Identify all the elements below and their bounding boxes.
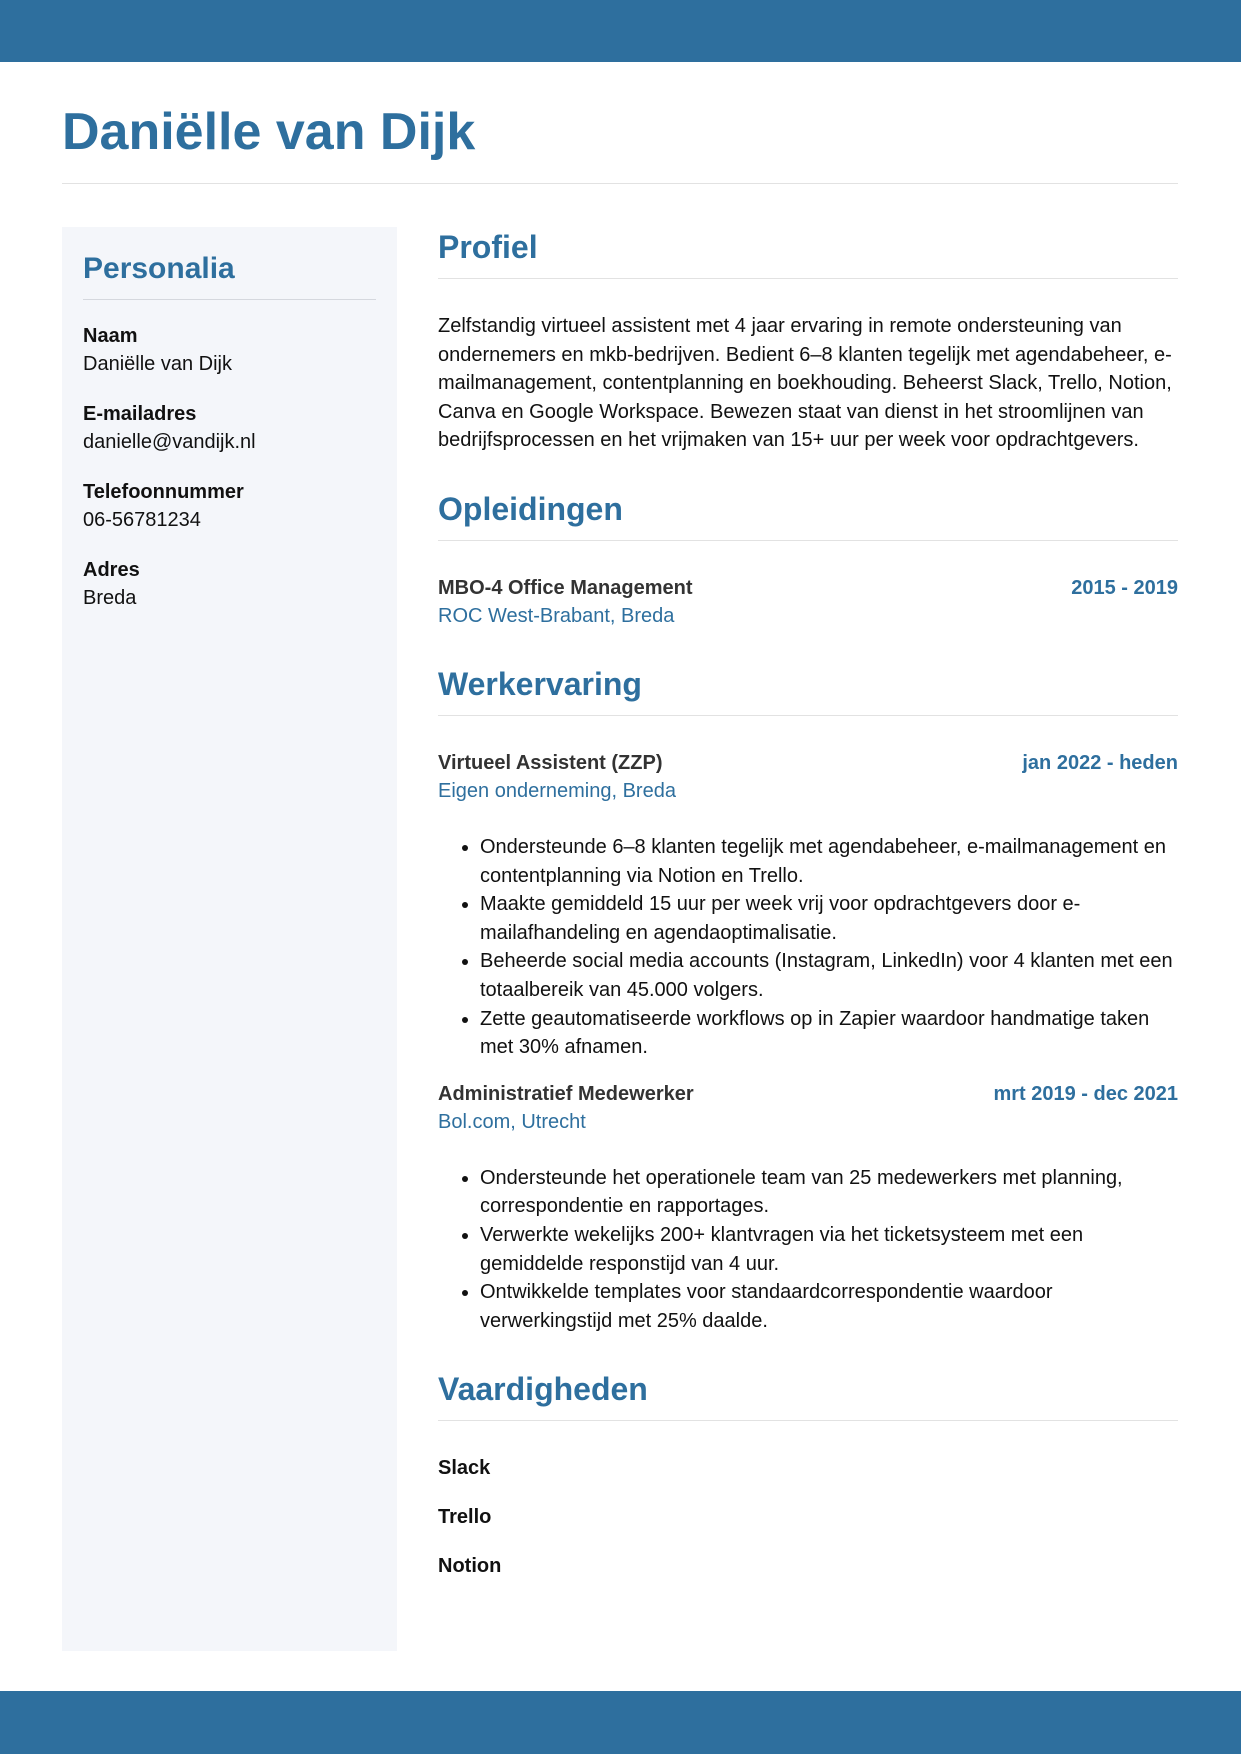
profile-text: Zelfstandig virtueel assistent met 4 jaar ervaring in remote ondersteuning van ondernemers en mkb-bedrijven. Bedient 6–8 klanten tegelijk met agendabeheer, e-mailmanagement, contentplanning en boekhouding. Beheerst Slack, Trello, Notion, Canva en Google Workspace. Bewezen staat van dienst in het stroomlijnen van bedrijfsprocessen en het vrijmaken van 15+ uur per week voor opdrachtgevers. xyxy=(438,315,1172,452)
section-title: Profiel xyxy=(438,229,538,265)
experience-entry xyxy=(438,749,1178,1062)
field-label: Naam xyxy=(83,325,138,347)
field-label: E-mailadres xyxy=(83,403,197,425)
list-item: • Ondersteunde het operationele team van 25 medewerkers met planning, correspondentie en rapportages. xyxy=(480,1164,1178,1221)
section-divider xyxy=(438,540,1178,541)
achievement-list xyxy=(438,1164,1178,1336)
list-item: • Verwerkte wekelijks 200+ klantvragen via het ticketsysteem met een gemiddelde responstijd van 4 uur. xyxy=(480,1221,1178,1278)
experience-section xyxy=(438,664,1178,1335)
section-title: Werkervaring xyxy=(438,665,642,702)
section-title: Vaardigheden xyxy=(438,1371,648,1408)
sidebar-title: Personalia xyxy=(83,252,235,285)
field-address xyxy=(83,556,376,612)
field-label: Telefoonnummer xyxy=(83,481,244,503)
list-item: • Zette geautomatiseerde workflows op in Zapier waardoor handmatige taken met 30% afnamen. xyxy=(480,1005,1178,1062)
field-value: 06-56781234 xyxy=(83,509,201,531)
experience-entry xyxy=(438,1080,1178,1336)
section-divider xyxy=(438,715,1178,716)
entry-organization: ROC West-Brabant, Breda xyxy=(438,604,675,627)
personal-details-sidebar xyxy=(62,227,397,1651)
top-banner xyxy=(0,0,1241,62)
profile-section xyxy=(438,227,1178,455)
skill-item: Slack xyxy=(438,1457,491,1480)
entry-header xyxy=(438,574,1178,602)
skills-section xyxy=(438,1369,1178,1580)
field-value: Breda xyxy=(83,587,137,609)
field-value: Daniëlle van Dijk xyxy=(83,353,232,375)
title-divider xyxy=(62,183,1178,184)
section-divider xyxy=(438,278,1178,279)
section-divider xyxy=(438,1420,1178,1421)
education-section xyxy=(438,489,1178,630)
field-email xyxy=(83,400,376,456)
entry-date: jan 2022 - heden xyxy=(1022,751,1178,774)
entry-organization: Bol.com, Utrecht xyxy=(438,1110,586,1133)
page-title: Daniëlle van Dijk xyxy=(62,103,476,161)
skill-item: Notion xyxy=(438,1555,502,1578)
sidebar-divider xyxy=(83,299,376,300)
field-name xyxy=(83,322,376,378)
entry-organization: Eigen onderneming, Breda xyxy=(438,779,676,802)
skill-item: Trello xyxy=(438,1506,492,1529)
entry-date: 2015 - 2019 xyxy=(1071,576,1178,599)
field-label: Adres xyxy=(83,559,140,581)
list-item: • Beheerde social media accounts (Instagram, LinkedIn) voor 4 klanten met een totaalbereik van 45.000 volgers. xyxy=(480,947,1178,1004)
field-phone xyxy=(83,478,376,534)
entry-title: Virtueel Assistent (ZZP) xyxy=(438,751,663,774)
entry-header xyxy=(438,1080,1178,1108)
section-title: Opleidingen xyxy=(438,490,623,527)
main-content xyxy=(438,227,1178,1614)
entry-date: mrt 2019 - dec 2021 xyxy=(993,1082,1178,1105)
field-value: danielle@vandijk.nl xyxy=(83,431,256,453)
list-item: • Ontwikkelde templates voor standaardcorrespondentie waardoor verwerkingstijd met 25% daalde. xyxy=(480,1278,1178,1335)
entry-header xyxy=(438,749,1178,777)
entry-title: Administratief Medewerker xyxy=(438,1082,694,1105)
list-item: • Maakte gemiddeld 15 uur per week vrij voor opdrachtgevers door e-mailafhandeling en agendaoptimalisatie. xyxy=(480,890,1178,947)
education-entry xyxy=(438,574,1178,630)
bottom-banner xyxy=(0,1691,1241,1754)
achievement-list xyxy=(438,833,1178,1062)
list-item: • Ondersteunde 6–8 klanten tegelijk met agendabeheer, e-mailmanagement en contentplanning via Notion en Trello. xyxy=(480,833,1178,890)
entry-title: MBO-4 Office Management xyxy=(438,576,693,599)
